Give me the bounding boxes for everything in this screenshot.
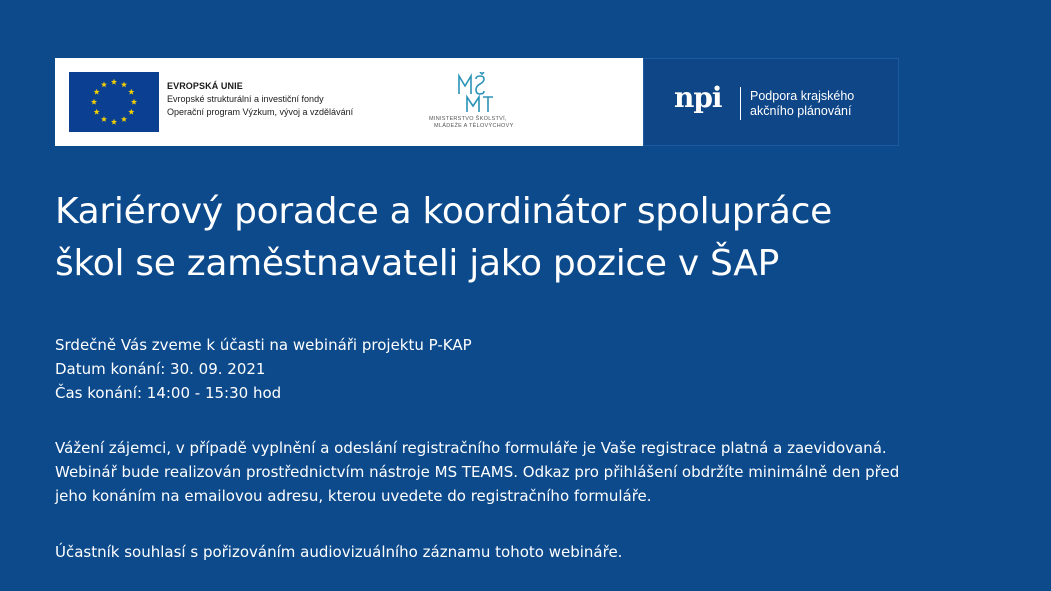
npi-tagline-line1: Podpora krajského bbox=[750, 89, 855, 103]
event-date: Datum konání: 30. 09. 2021 bbox=[55, 360, 266, 378]
eu-star-icon bbox=[94, 89, 100, 95]
eu-flag-icon bbox=[69, 72, 159, 132]
npi-tagline bbox=[750, 89, 854, 119]
eu-star-icon bbox=[101, 81, 107, 87]
eu-program-line: Operační program Výzkum, vývoj a vzdělávání bbox=[167, 107, 354, 117]
eu-star-icon bbox=[128, 89, 134, 95]
partner-logos-band bbox=[55, 58, 643, 146]
event-info bbox=[55, 333, 472, 405]
title-line2: škol se zaměstnavateli jako pozice v ŠAP bbox=[55, 243, 779, 284]
invite-text: Srdečně Vás zveme k účasti na webináři projektu P-KAP bbox=[55, 336, 472, 354]
eu-star-icon bbox=[111, 119, 117, 125]
eu-star-icon bbox=[101, 116, 107, 122]
eu-star-icon bbox=[121, 81, 127, 87]
event-time: Čas konání: 14:00 - 15:30 hod bbox=[55, 384, 282, 402]
eu-star-icon bbox=[111, 79, 117, 85]
registration-notice bbox=[55, 436, 1045, 508]
npi-logo: npi bbox=[674, 81, 722, 114]
notice-line2: Webinář bude realizován prostřednictvím nástroje MS TEAMS. Odkaz pro přihlášení obdržíte minimálně den před bbox=[55, 463, 900, 481]
msmt-caption-line2: MLÁDEŽE A TĚLOVÝCHOVY bbox=[434, 123, 514, 129]
npi-tagline-line2: akčního plánování bbox=[750, 104, 852, 118]
msmt-caption-line1: MINISTERSTVO ŠKOLSTVÍ, bbox=[429, 116, 507, 122]
eu-star-icon bbox=[91, 99, 97, 105]
title-line1: Kariérový poradce a koordinátor spolupráce bbox=[55, 191, 832, 232]
notice-line1: Vážení zájemci, v případě vyplnění a odeslání registračního formuláře je Vaše registrace platná a zaevidovaná. bbox=[55, 439, 887, 457]
npi-divider bbox=[740, 87, 741, 120]
eu-star-icon bbox=[128, 109, 134, 115]
eu-title: EVROPSKÁ UNIE bbox=[167, 81, 243, 91]
eu-star-icon bbox=[131, 99, 137, 105]
notice-line3: jeho konáním na emailovou adresu, kterou uvedete do registračního formuláře. bbox=[55, 487, 652, 505]
consent-notice: Účastník souhlasí s pořizováním audiovizuálního záznamu tohoto webináře. bbox=[55, 543, 623, 561]
eu-star-icon bbox=[94, 109, 100, 115]
eu-funding-text bbox=[167, 80, 353, 119]
page-title bbox=[55, 186, 1035, 290]
msmt-caption bbox=[429, 116, 547, 130]
eu-star-icon bbox=[121, 116, 127, 122]
npi-logo-band bbox=[643, 58, 899, 146]
eu-funds-line: Evropské strukturální a investiční fondy bbox=[167, 94, 324, 104]
